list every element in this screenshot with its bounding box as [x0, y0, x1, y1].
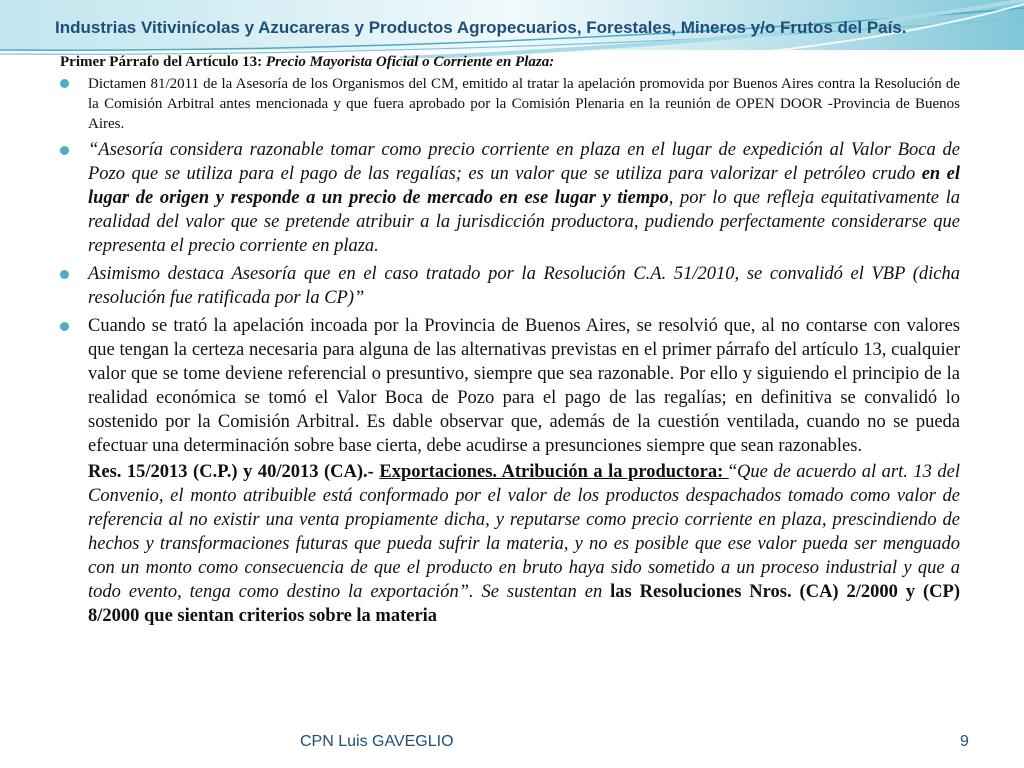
- quote-open: “: [728, 462, 737, 482]
- bullet-text-c: , por lo que refleja equitativamente la realidad del valor que se pretende atribuir a la jurisdicción productora, pudiendo perfectamente considerarse que representa el precio corriente en plaza.: [88, 188, 961, 256]
- bullet-dot-icon: [60, 270, 69, 279]
- footer-author: CPN Luis GAVEGLIO: [300, 733, 454, 750]
- bullet-dot-icon: [60, 79, 69, 88]
- section-heading-prefix: Primer Párrafo del Artículo 13:: [60, 54, 266, 70]
- section-heading-italic: Precio Mayorista Oficial o Corriente en Plaza:: [265, 54, 555, 70]
- resolution-ref: Res. 15/2013 (C.P.) y 40/2013 (CA).-: [88, 462, 380, 482]
- slide-content: [60, 52, 960, 628]
- resolution-paragraph: [60, 460, 960, 628]
- slide-title: Industrias Vitivinícolas y Azucareras y Productos Agropecuarios, Forestales, Mineros y/o Frutos del País.: [55, 18, 907, 37]
- bullet-dot-icon: [60, 322, 69, 331]
- bullet-text: Dictamen 81/2011 de la Asesoría de los Organismos del CM, emitido al tratar la apelación promovida por Buenos Aires contra la Resolución de la Comisión Arbitral antes mencionada y que fuera aprobado por la Comisión Plenaria en la reunión de OPEN DOOR -Provincia de Buenos Aires.: [88, 76, 960, 132]
- page-number: 9: [960, 733, 969, 750]
- bullet-cuando: [60, 314, 960, 458]
- bullet-asesoria: [60, 138, 960, 258]
- section-heading: [60, 52, 960, 72]
- bullet-asimismo: [60, 262, 960, 310]
- bullet-text-a: “Asesoría considera razonable tomar como precio corriente en plaza en el lugar de expedición al Valor Boca de Pozo que se utiliza para el pago de las regalías; es un valor que se utiliza para valorizar el petróleo crudo: [88, 140, 960, 184]
- bullet-dictamen: [60, 74, 960, 134]
- bullet-text: Cuando se trató la apelación incoada por la Provincia de Buenos Aires, se resolvió que, al no contarse con valores que tengan la certeza necesaria para alguna de las alternativas previstas en el primer párrafo del artículo 13, cualquier valor que se tome deviene referencial o presuntivo, siempre que sea razonable. Por ello y siguiendo el principio de la realidad económica se tomó el Valor Boca de Pozo para el pago de las regalías; en definitiva se convalidó lo sostenido por la Comisión Arbitral. Es dable observar que, además de la cuestión ventilada, cuando no se pueda efectuar una determinación sobre base cierta, debe acudirse a presunciones siempre que sean razonables.: [88, 316, 960, 456]
- resolution-basis: las Resoluciones Nros. (CA) 2/2000 y (CP) 8/2000 que sientan criterios sobre la materia: [88, 582, 960, 626]
- bullet-dot-icon: [60, 146, 69, 155]
- resolution-quote: Que de acuerdo al art. 13 del Convenio, el monto atribuible está conformado por el valor de los productos despachados tomado como valor de referencia al no existir una venta propiamente dicha, y reputarse como precio corriente en plaza, prescindiendo de hechos y transformaciones futuras que pueda sufrir la materia, y no es posible que ese valor pueda ser menguado con un monto como consecuencia de que el producto en bruto haya sido sometido a un proceso industrial y que a todo evento, tenga como destino la exportación”. Se sustentan en: [88, 462, 960, 602]
- bullet-text: Asimismo destaca Asesoría que en el caso tratado por la Resolución C.A. 51/2010, se convalidó el VBP (dicha resolución fue ratificada por la CP)”: [88, 264, 960, 308]
- resolution-topic: Exportaciones. Atribución a la productora:: [379, 462, 729, 482]
- bullet-text-bold: en el lugar de origen y responde a un precio de mercado en ese lugar y tiempo: [88, 164, 960, 208]
